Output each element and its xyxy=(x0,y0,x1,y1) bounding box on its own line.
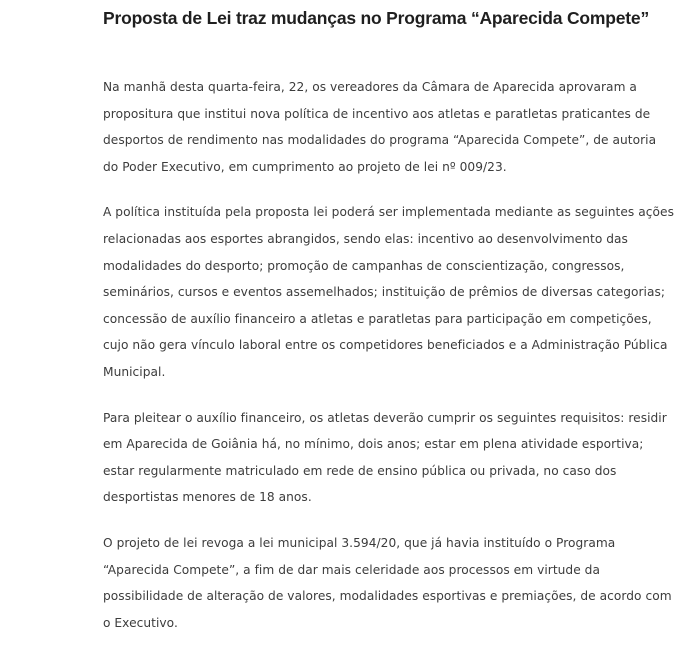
article-title: Proposta de Lei traz mudanças no Programa “Aparecida Compete” xyxy=(103,8,649,28)
article-paragraph-3: Para pleitear o auxílio financeiro, os atletas deverão cumprir os seguintes requisitos: residir em Aparecida de Goiânia há, no mínimo, dois anos; estar em plena atividade esportiva; estar regularmente matriculado em rede de ensino pública ou privada, no caso dos desportistas menores de 18 anos. xyxy=(103,410,667,505)
article-paragraph-2: A política instituída pela proposta lei poderá ser implementada mediante as seguintes ações relacionadas aos esportes abrangidos, sendo elas: incentivo ao desenvolvimento das modalidades do desporto; promoção de campanhas de conscientização, congressos, seminários, cursos e eventos assemelhados; instituição de prêmios de diversas categorias; concessão de auxílio financeiro a atletas e paratletas para participação em competições, cujo não gera vínculo laboral entre os competidores beneficiados e a Administração Pública Municipal. xyxy=(103,205,674,379)
article-paragraph-4: O projeto de lei revoga a lei municipal 3.594/20, que já havia instituído o Programa “Aparecida Compete”, a fim de dar mais celeridade aos processos em virtude da possibilidade de alteração de valores, modalidades esportivas e premiações, de acordo com o Executivo. xyxy=(103,535,672,630)
article-paragraph-1: Na manhã desta quarta-feira, 22, os vereadores da Câmara de Aparecida aprovaram a propositura que institui nova política de incentivo aos atletas e paratletas praticantes de desportos de rendimento nas modalidades do programa “Aparecida Compete”, de autoria do Poder Executivo, em cumprimento ao projeto de lei nº 009/23. xyxy=(103,80,657,174)
news-article xyxy=(103,6,675,636)
